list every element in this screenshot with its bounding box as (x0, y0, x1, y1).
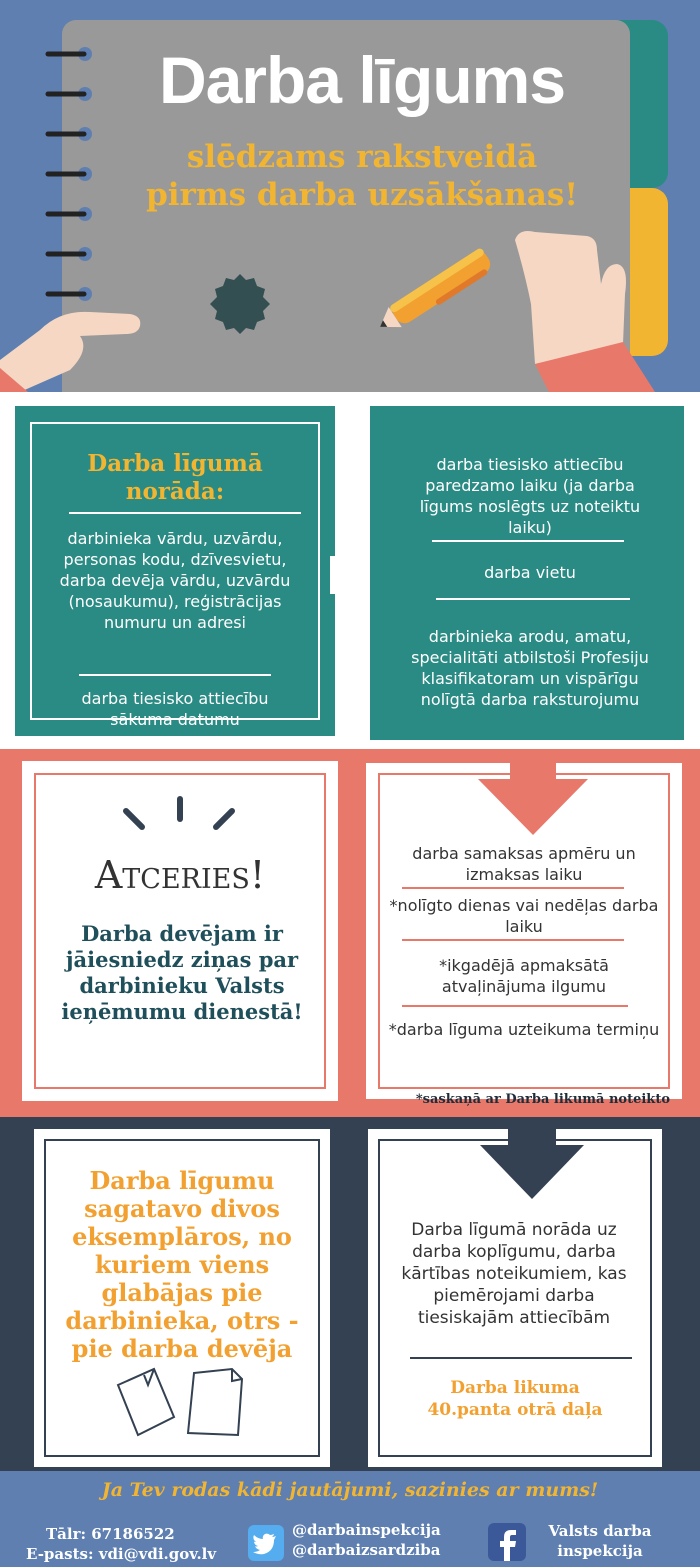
pen-icon (368, 226, 518, 346)
list-item: darbinieka arodu, amatu, specialitāti atbilstoši Profesiju klasifikatoram un vispārīgu nolīgtā darba raksturojumu (411, 627, 649, 709)
contract-contents-section (0, 392, 700, 749)
copies-card (34, 1129, 330, 1467)
facebook-line-1: Valsts darba (548, 1522, 652, 1540)
law-reference-line-2: 40.panta otrā daļa (427, 1400, 603, 1420)
divider (69, 512, 301, 514)
divider (402, 939, 624, 941)
divider (402, 887, 624, 889)
seal-icon (208, 272, 272, 336)
page-title: Darba līgums (158, 43, 566, 117)
divider (402, 1005, 628, 1007)
remember-text: Darba devējam ir jāiesniedz ziņas par darbinieku Valsts ieņēmumu dienestā! (61, 921, 303, 1024)
contract-contents-box-left (15, 406, 335, 736)
divider (410, 1357, 632, 1359)
facebook-icon[interactable] (488, 1523, 526, 1561)
list-item: *ikgadējā apmaksātā atvaļinājuma ilgumu (439, 956, 609, 996)
list-item: *darba līguma uzteikuma termiņu (388, 1020, 660, 1039)
law-reference-line-1: Darba likuma (450, 1378, 580, 1398)
arrow-down-icon (480, 1117, 584, 1199)
collective-agreement-card (368, 1129, 662, 1467)
list-item: darbinieka vārdu, uzvārdu, personas kodu, dzīvesvietu, darba devēja vārdu, uzvārdu (nosaukumu), reģistrācijas numuru un adresi (59, 529, 291, 632)
twitter-handle-2[interactable]: @darbaizsardziba (292, 1541, 441, 1559)
list-item: darba vietu (484, 563, 576, 582)
documents-icon (114, 1365, 254, 1445)
subtitle-line-2: pirms darba uzsākšanas! (146, 177, 578, 213)
footer-question: Ja Tev rodas kādi jautājumi, sazinies ar mums! (101, 1479, 599, 1501)
attention-rays-icon (120, 793, 240, 843)
list-item: darba samaksas apmēru un izmaksas laiku (412, 844, 636, 884)
divider (432, 540, 624, 542)
box-heading (45, 450, 305, 506)
contract-contents-box-right (370, 406, 684, 740)
remember-title: Atceries! (94, 853, 266, 897)
footnote: *saskaņā ar Darba likumā noteikto (415, 1092, 670, 1107)
page-subtitle (62, 138, 662, 214)
collective-agreement-text: Darba līgumā norāda uz darba koplīgumu, darba kārtības noteikumiem, kas piemērojami darba tiesiskajām attiecībām (401, 1220, 627, 1328)
twitter-icon[interactable] (248, 1525, 284, 1561)
header-banner (0, 0, 700, 392)
right-hand-illustration (505, 224, 655, 392)
subtitle-line-1: slēdzams rakstveidā (186, 139, 538, 175)
box-heading-line-2: norāda: (125, 478, 225, 505)
list-item: darba tiesisko attiecību sākuma datumu (81, 689, 269, 729)
contract-additional-card (366, 763, 682, 1099)
law-reference (388, 1377, 642, 1421)
contact-email[interactable]: E-pasts: vdi@vdi.gov.lv (26, 1545, 217, 1563)
list-item: darba tiesisko attiecību paredzamo laiku (ja darba līgums noslēgts uz noteiktu laiku) (419, 455, 641, 537)
copies-section (0, 1117, 700, 1471)
copies-text: Darba līgumu sagatavo divos eksemplāros, no kuriem viens glabājas pie darbinieka, otrs - pie darba devēja (65, 1166, 299, 1363)
contact-footer (0, 1471, 700, 1567)
facebook-page-name[interactable] (530, 1521, 670, 1561)
remember-card (22, 761, 338, 1101)
reminder-section (0, 749, 700, 1117)
left-hand-illustration (0, 290, 150, 392)
contact-phone[interactable]: Tālr: 67186522 (46, 1525, 175, 1543)
divider (79, 674, 271, 676)
twitter-handle-1[interactable]: @darbainspekcija (292, 1521, 441, 1539)
list-item: *nolīgto dienas vai nedēļas darba laiku (389, 896, 659, 936)
arrow-down-overlap (478, 749, 588, 835)
box-heading-line-1: Darba līgumā (87, 450, 263, 477)
facebook-line-2: inspekcija (557, 1542, 643, 1560)
divider (436, 598, 630, 600)
